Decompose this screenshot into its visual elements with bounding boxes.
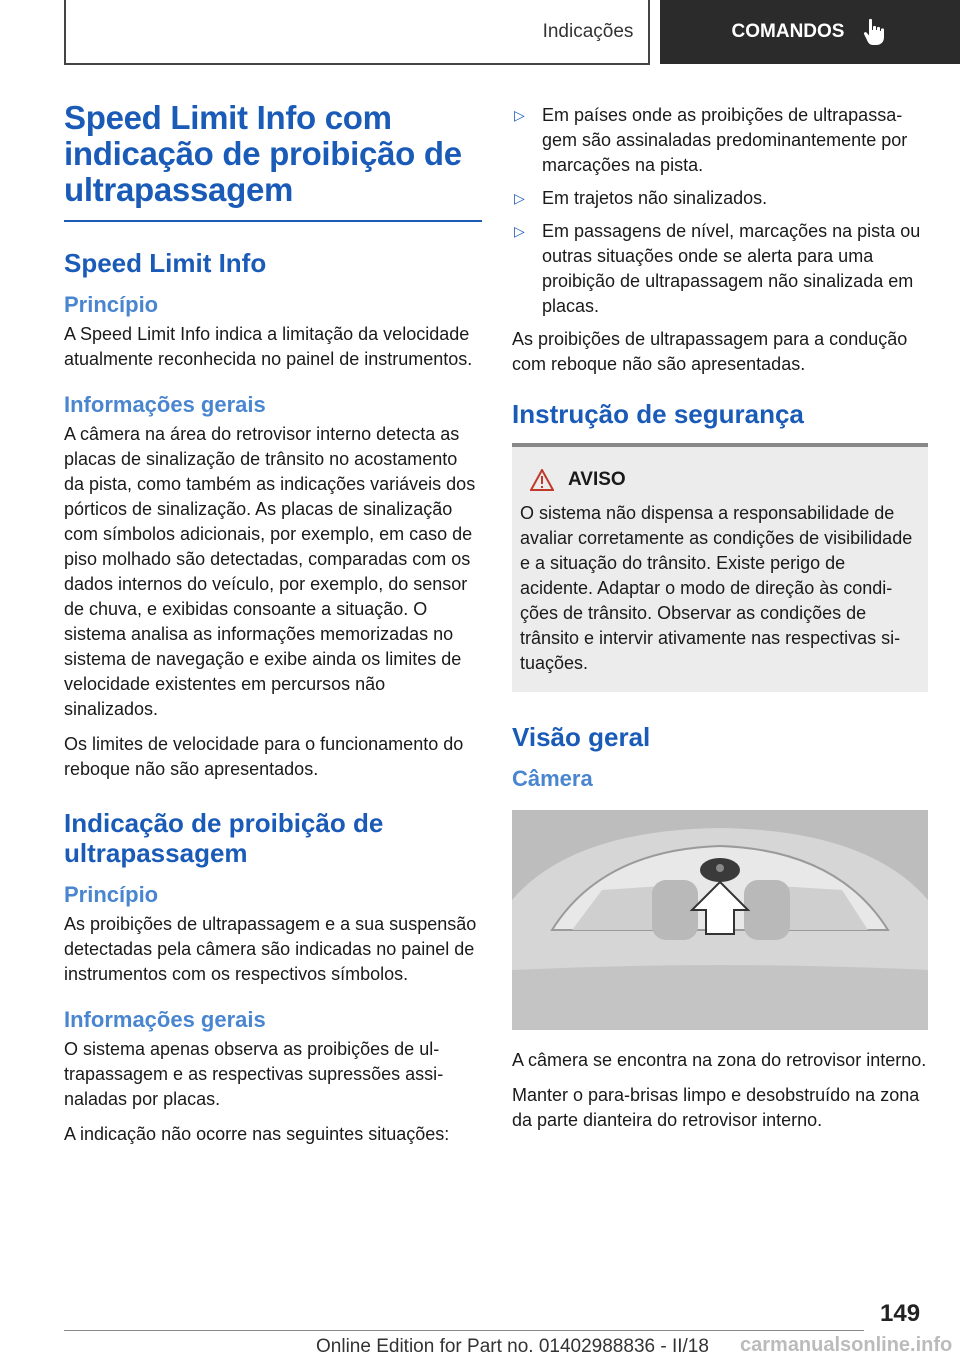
- title-rule: [64, 220, 482, 222]
- pointing-hand-icon: [862, 18, 888, 46]
- warning-box: [512, 443, 928, 692]
- warning-triangle-icon: [530, 469, 554, 491]
- page-number: 149: [880, 1300, 921, 1327]
- list-item: ▷ Em passagens de nível, marcações na pista ou outras situações onde se alerta para uma proibição de ultrapassagem não sinalizada em placas.: [514, 221, 921, 316]
- header-tab[interactable]: [528, 0, 650, 64]
- paragraph: A Speed Limit Info indica a limitação da velocidade atualmente reconhecida no painel de instrumentos.: [64, 324, 473, 369]
- heading-overtaking-ban: Indicação de proibição de ultrapassagem: [64, 808, 384, 868]
- page-title: Speed Limit Info com indicação de proibição de ultrapassagem: [64, 99, 462, 208]
- paragraph: As proibições de ultrapassagem para a condução com reboque não são apresentadas.: [512, 329, 908, 374]
- list-item: ▷ Em países onde as proibições de ultrapassagem são assinaladas predominantemente por marcações na pista.: [514, 105, 908, 175]
- watermark: carmanualsonline.info: [740, 1334, 953, 1356]
- header-section[interactable]: [660, 0, 960, 64]
- situation-list: [512, 103, 928, 319]
- subheading-camera: Câmera: [512, 766, 593, 791]
- heading-safety-instruction: Instrução de segurança: [512, 399, 804, 429]
- header-left-rule: [64, 0, 66, 64]
- subheading-principle: Princípio: [64, 882, 159, 907]
- subheading-principle: Princípio: [64, 292, 159, 317]
- subheading-general-info: Informações gerais: [64, 392, 266, 417]
- heading-speed-limit-info: Speed Limit Info: [64, 248, 267, 278]
- header-section-label: COMANDOS: [731, 21, 845, 42]
- triangle-bullet-icon: ▷: [514, 223, 525, 239]
- paragraph: Os limites de velocidade para o funcionamento do reboque não são apresentados.: [64, 734, 464, 779]
- footer-rule: [64, 1330, 864, 1331]
- footer-edition: Online Edition for Part no. 01402988836 - II/18: [316, 1336, 709, 1357]
- left-column: [64, 100, 482, 1157]
- triangle-bullet-icon: ▷: [514, 190, 525, 206]
- camera-location-image: [512, 810, 928, 1030]
- paragraph: As proibições de ultrapassagem e a sua suspensão detectadas pela câmera são indicadas no painel de instrumentos com os respectivos símbolos.: [64, 914, 477, 984]
- paragraph: O sistema apenas observa as proibições de ultrapassagem e as respectivas supressões assinaladas por placas.: [64, 1039, 444, 1109]
- paragraph: A câmera na área do retrovisor interno detecta as placas de sinalização de trânsito no acostamento da pista, como também as indicações variáveis dos pórticos de sinalização. As placas de sinalização com símbolos adicionais, por exemplo, em caso de piso molhado são detectadas, comparadas com os dados internos do veículo, por exemplo, do sensor de chuva, e exibidas consoante a situação. O sistema analisa as informações memorizadas no sistema de navegação e exibe ainda os limites de velocidade existentes em percursos não sinalizados.: [64, 424, 476, 719]
- heading-overview: Visão geral: [512, 722, 651, 752]
- list-item: ▷ Em trajetos não sinalizados.: [512, 186, 928, 211]
- paragraph: A indicação não ocorre nas seguintes situações:: [64, 1124, 450, 1144]
- warning-title: AVISO: [530, 469, 920, 491]
- paragraph: Manter o para-brisas limpo e desobstruído na zona da parte dianteira do retrovisor interno.: [512, 1085, 920, 1130]
- header-tab-label: Indicações: [542, 21, 634, 42]
- right-column: [512, 103, 928, 1143]
- subheading-general-info: Informações gerais: [64, 1007, 266, 1032]
- paragraph: A câmera se encontra na zona do retrovisor interno.: [512, 1050, 927, 1070]
- triangle-bullet-icon: ▷: [514, 107, 525, 123]
- warning-text: O sistema não dispensa a responsabilidade de avaliar corretamente as condições de visibilidade e a situação do trânsito. Existe perigo de acidente. Adaptar o modo de direção às condições de trânsito. Observar as condições de trânsito e intervir ativamente nas respectivas situações.: [520, 503, 913, 673]
